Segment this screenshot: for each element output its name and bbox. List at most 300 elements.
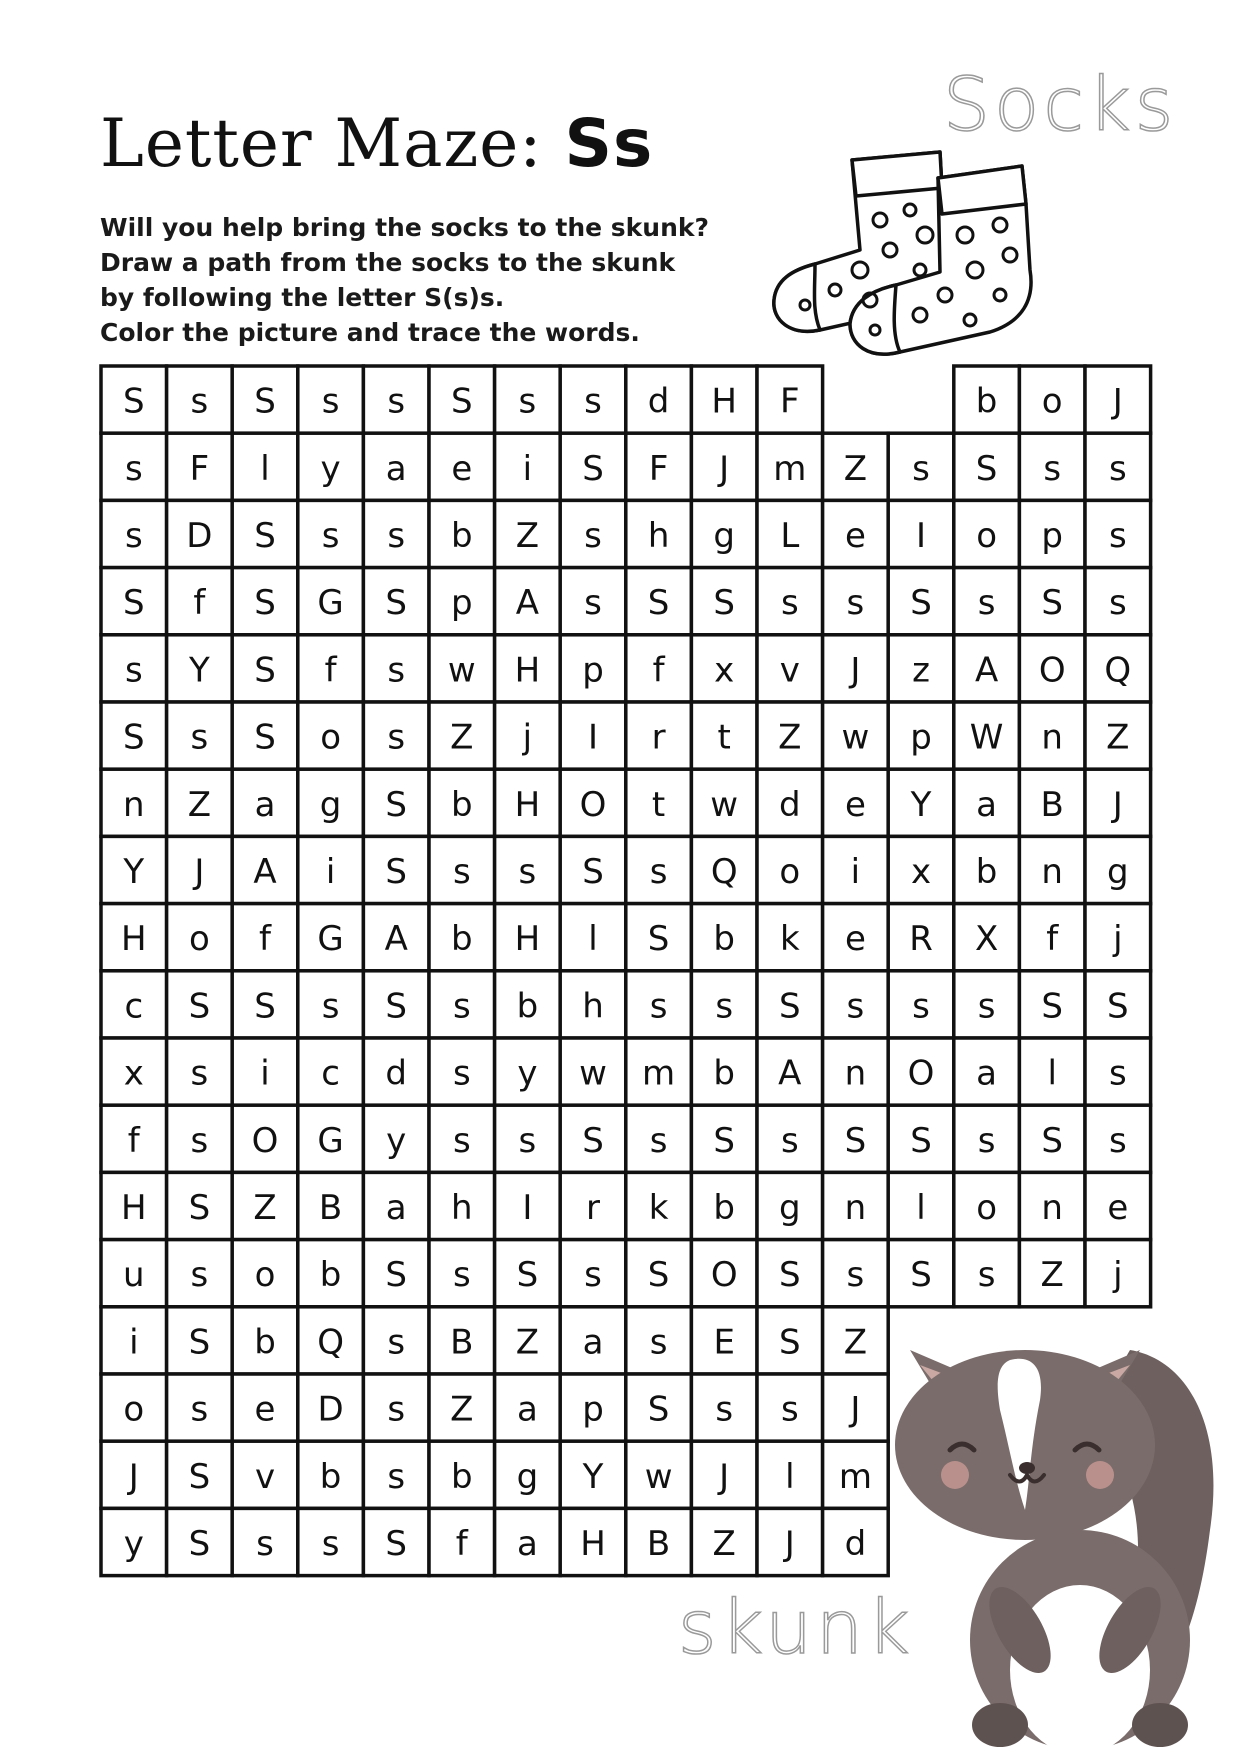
maze-letter: s bbox=[780, 1120, 799, 1161]
maze-cell bbox=[495, 635, 561, 702]
maze-letter: s bbox=[190, 1255, 209, 1296]
maze-letter: I bbox=[522, 1188, 533, 1228]
maze-letter: s bbox=[124, 448, 143, 489]
maze-cell bbox=[232, 1240, 298, 1307]
maze-letter: e bbox=[844, 784, 866, 825]
maze-letter: S bbox=[582, 852, 604, 892]
maze-cell bbox=[626, 1307, 692, 1374]
maze-cell bbox=[101, 904, 167, 971]
maze-cell bbox=[101, 366, 167, 433]
maze-cell bbox=[823, 568, 889, 635]
maze-cell bbox=[232, 500, 298, 567]
maze-letter: x bbox=[714, 650, 735, 691]
maze-letter: v bbox=[254, 1456, 276, 1497]
maze-letter: S bbox=[1107, 986, 1129, 1027]
maze-letter: J bbox=[128, 1456, 139, 1497]
maze-letter: s bbox=[124, 650, 143, 691]
instruction-line: Draw a path from the socks to the skunk bbox=[100, 248, 676, 277]
maze-letter: p bbox=[582, 650, 604, 691]
maze-letter: S bbox=[385, 986, 407, 1027]
skunk-illustration bbox=[880, 1310, 1220, 1750]
maze-letter: s bbox=[1108, 583, 1127, 624]
maze-cell bbox=[691, 433, 757, 500]
maze-cell bbox=[691, 500, 757, 567]
maze-cell bbox=[167, 702, 233, 769]
maze-cell bbox=[429, 1038, 495, 1105]
maze-letter: o bbox=[1041, 381, 1063, 422]
maze-cell bbox=[757, 568, 823, 635]
maze-letter: A bbox=[974, 650, 999, 691]
instruction-line: Color the picture and trace the words. bbox=[100, 318, 640, 347]
maze-letter: o bbox=[976, 1188, 998, 1228]
maze-letter: e bbox=[844, 919, 866, 960]
maze-letter: O bbox=[907, 1053, 935, 1094]
maze-letter: S bbox=[713, 1120, 735, 1161]
maze-cell bbox=[1085, 635, 1151, 702]
maze-letter: J bbox=[194, 852, 205, 892]
maze-letter: s bbox=[452, 852, 471, 892]
maze-letter: s bbox=[1108, 1120, 1127, 1161]
maze-cell bbox=[888, 568, 954, 635]
maze-cell bbox=[888, 1105, 954, 1172]
maze-letter: S bbox=[779, 986, 801, 1027]
maze-cell bbox=[560, 1307, 626, 1374]
maze-cell bbox=[1085, 1038, 1151, 1105]
maze-cell bbox=[363, 1374, 429, 1441]
maze-cell bbox=[167, 971, 233, 1038]
maze-letter: s bbox=[452, 1053, 471, 1094]
maze-cell bbox=[823, 1172, 889, 1239]
maze-cell bbox=[363, 433, 429, 500]
trace-word-skunk: skunk bbox=[678, 1585, 914, 1671]
maze-letter: v bbox=[779, 650, 800, 691]
maze-cell bbox=[363, 904, 429, 971]
maze-cell bbox=[232, 1508, 298, 1575]
maze-letter: W bbox=[969, 717, 1004, 758]
maze-letter: O bbox=[1038, 650, 1066, 691]
maze-letter: s bbox=[321, 1524, 340, 1564]
maze-letter: u bbox=[123, 1255, 145, 1296]
maze-letter: Z bbox=[1106, 717, 1130, 758]
maze-letter: S bbox=[647, 1255, 670, 1296]
maze-letter: Q bbox=[1104, 650, 1132, 691]
maze-cell bbox=[823, 702, 889, 769]
maze-cell bbox=[757, 702, 823, 769]
maze-letter: m bbox=[773, 448, 807, 489]
maze-cell bbox=[691, 1508, 757, 1575]
maze-letter: m bbox=[838, 1456, 872, 1497]
maze-letter: s bbox=[190, 1389, 209, 1430]
maze-letter: S bbox=[188, 1322, 211, 1363]
maze-letter: F bbox=[648, 448, 669, 489]
maze-cell bbox=[167, 433, 233, 500]
maze-cell bbox=[1085, 702, 1151, 769]
maze-letter: s bbox=[452, 986, 471, 1027]
instruction-line: Will you help bring the socks to the skunk? bbox=[100, 213, 710, 242]
maze-cell bbox=[101, 836, 167, 903]
maze-letter: Y bbox=[582, 1456, 604, 1497]
maze-cell bbox=[1085, 971, 1151, 1038]
maze-cell bbox=[1019, 1172, 1085, 1239]
maze-letter: j bbox=[1113, 919, 1123, 960]
maze-cell bbox=[167, 1508, 233, 1575]
maze-letter: s bbox=[846, 1255, 865, 1296]
maze-letter: y bbox=[517, 1053, 538, 1094]
maze-cell bbox=[1085, 836, 1151, 903]
maze-cell bbox=[757, 904, 823, 971]
maze-cell bbox=[495, 1374, 561, 1441]
maze-cell bbox=[691, 1038, 757, 1105]
maze-letter: b bbox=[451, 516, 473, 556]
maze-cell bbox=[823, 1508, 889, 1575]
maze-cell bbox=[363, 1172, 429, 1239]
maze-letter: B bbox=[318, 1188, 343, 1228]
maze-letter: H bbox=[580, 1524, 606, 1564]
maze-letter: o bbox=[779, 852, 801, 892]
maze-letter: S bbox=[123, 583, 145, 624]
maze-cell bbox=[823, 635, 889, 702]
maze-letter: S bbox=[844, 1120, 867, 1161]
maze-cell bbox=[560, 500, 626, 567]
maze-letter: A bbox=[515, 583, 540, 624]
maze-cell bbox=[1085, 1172, 1151, 1239]
maze-cell bbox=[954, 1105, 1020, 1172]
maze-cell bbox=[823, 1240, 889, 1307]
maze-letter: H bbox=[711, 381, 737, 422]
maze-cell bbox=[232, 836, 298, 903]
maze-letter: S bbox=[910, 583, 932, 624]
maze-letter: e bbox=[254, 1389, 276, 1430]
maze-cell bbox=[1019, 568, 1085, 635]
maze-cell bbox=[167, 1105, 233, 1172]
maze-cell bbox=[1085, 366, 1151, 433]
maze-letter: o bbox=[254, 1255, 276, 1296]
maze-cell bbox=[429, 1105, 495, 1172]
maze-letter: t bbox=[717, 717, 731, 758]
maze-letter: Z bbox=[450, 1389, 474, 1430]
maze-letter: b bbox=[975, 852, 998, 892]
maze-letter: s bbox=[1108, 1053, 1127, 1094]
maze-letter: s bbox=[387, 1456, 406, 1497]
maze-letter: p bbox=[1041, 516, 1063, 556]
maze-letter: s bbox=[584, 583, 602, 624]
maze-cell bbox=[1019, 635, 1085, 702]
maze-cell bbox=[954, 836, 1020, 903]
maze-cell bbox=[691, 836, 757, 903]
maze-cell bbox=[626, 1374, 692, 1441]
maze-letter: s bbox=[649, 1322, 668, 1363]
maze-cell bbox=[101, 1508, 167, 1575]
maze-cell bbox=[298, 1508, 364, 1575]
maze-letter: A bbox=[778, 1053, 802, 1094]
maze-cell bbox=[691, 568, 757, 635]
maze-cell bbox=[626, 1105, 692, 1172]
maze-cell bbox=[429, 1441, 495, 1508]
maze-cell bbox=[1085, 769, 1151, 836]
maze-letter: s bbox=[124, 516, 143, 556]
maze-letter: n bbox=[123, 784, 145, 825]
maze-cell bbox=[429, 635, 495, 702]
maze-cell bbox=[757, 1508, 823, 1575]
maze-cell bbox=[167, 769, 233, 836]
maze-cell bbox=[429, 500, 495, 567]
maze-cell bbox=[954, 971, 1020, 1038]
maze-cell bbox=[101, 433, 167, 500]
maze-cell bbox=[101, 971, 167, 1038]
maze-cell bbox=[691, 904, 757, 971]
maze-cell bbox=[560, 1240, 626, 1307]
maze-letter: Y bbox=[189, 650, 210, 691]
maze-letter: S bbox=[647, 919, 670, 960]
maze-letter: j bbox=[1113, 1255, 1123, 1296]
maze-letter: a bbox=[254, 784, 276, 825]
maze-cell bbox=[757, 1441, 823, 1508]
maze-cell bbox=[101, 702, 167, 769]
maze-cell bbox=[954, 635, 1020, 702]
maze-letter: d bbox=[647, 381, 670, 422]
maze-letter: s bbox=[780, 583, 799, 624]
maze-cell bbox=[363, 1105, 429, 1172]
maze-cell bbox=[560, 904, 626, 971]
maze-letter: j bbox=[522, 717, 533, 758]
maze-cell bbox=[823, 971, 889, 1038]
maze-cell bbox=[691, 1105, 757, 1172]
maze-letter: S bbox=[254, 650, 276, 691]
maze-cell bbox=[954, 769, 1020, 836]
maze-letter: a bbox=[516, 1389, 538, 1430]
maze-cell bbox=[363, 1240, 429, 1307]
maze-letter: s bbox=[190, 381, 209, 422]
maze-letter: S bbox=[254, 717, 276, 758]
maze-cell bbox=[757, 635, 823, 702]
maze-letter: A bbox=[253, 852, 277, 892]
maze-letter: Z bbox=[450, 717, 474, 758]
maze-letter: D bbox=[317, 1389, 344, 1430]
maze-letter: b bbox=[319, 1255, 342, 1296]
maze-letter: s bbox=[977, 986, 996, 1027]
maze-letter: Z bbox=[187, 784, 212, 825]
maze-cell bbox=[823, 904, 889, 971]
maze-letter: s bbox=[584, 381, 602, 422]
maze-cell bbox=[298, 1105, 364, 1172]
maze-letter: s bbox=[190, 1120, 209, 1161]
maze-cell bbox=[363, 366, 429, 433]
maze-cell bbox=[1019, 1240, 1085, 1307]
maze-letter: F bbox=[780, 381, 800, 422]
maze-letter: S bbox=[188, 1188, 211, 1228]
maze-cell bbox=[691, 1374, 757, 1441]
maze-cell bbox=[232, 366, 298, 433]
maze-letter: s bbox=[649, 852, 668, 892]
maze-cell bbox=[101, 1441, 167, 1508]
maze-cell bbox=[691, 1172, 757, 1239]
maze-letter: S bbox=[385, 1255, 407, 1296]
maze-letter: s bbox=[846, 986, 865, 1027]
maze-letter: b bbox=[451, 1456, 473, 1497]
maze-letter: s bbox=[387, 1322, 406, 1363]
maze-letter: p bbox=[451, 583, 473, 624]
maze-cell bbox=[495, 1105, 561, 1172]
maze-letter: O bbox=[251, 1120, 279, 1161]
maze-cell bbox=[495, 1307, 561, 1374]
maze-cell bbox=[232, 1374, 298, 1441]
maze-letter: S bbox=[188, 1456, 211, 1497]
maze-letter: S bbox=[254, 583, 276, 624]
maze-letter: k bbox=[648, 1188, 669, 1228]
maze-letter: s bbox=[387, 1389, 406, 1430]
maze-letter: n bbox=[844, 1053, 867, 1094]
maze-letter: s bbox=[452, 1120, 471, 1161]
maze-letter: S bbox=[123, 381, 145, 422]
maze-letter: b bbox=[254, 1322, 276, 1363]
maze-cell bbox=[298, 1038, 364, 1105]
maze-cell bbox=[560, 836, 626, 903]
maze-cell bbox=[888, 433, 954, 500]
maze-letter: s bbox=[715, 986, 734, 1027]
maze-letter: S bbox=[516, 1255, 539, 1296]
maze-cell bbox=[888, 769, 954, 836]
maze-cell bbox=[888, 904, 954, 971]
maze-cell bbox=[363, 1038, 429, 1105]
maze-cell bbox=[298, 366, 364, 433]
maze-cell bbox=[1085, 1240, 1151, 1307]
maze-cell bbox=[691, 1307, 757, 1374]
maze-letter: S bbox=[779, 1322, 801, 1363]
maze-cell bbox=[626, 500, 692, 567]
maze-cell bbox=[232, 433, 298, 500]
maze-letter: h bbox=[647, 516, 670, 556]
maze-cell bbox=[626, 635, 692, 702]
maze-cell bbox=[167, 500, 233, 567]
maze-cell bbox=[954, 433, 1020, 500]
maze-cell bbox=[495, 836, 561, 903]
maze-cell bbox=[823, 769, 889, 836]
maze-cell bbox=[429, 568, 495, 635]
maze-cell bbox=[167, 1172, 233, 1239]
maze-letter: s bbox=[977, 1255, 996, 1296]
maze-letter: g bbox=[713, 516, 735, 556]
maze-cell bbox=[560, 366, 626, 433]
maze-letter: s bbox=[321, 381, 340, 422]
maze-letter: s bbox=[912, 986, 930, 1027]
maze-cell bbox=[1019, 971, 1085, 1038]
maze-cell bbox=[429, 1172, 495, 1239]
maze-cell bbox=[429, 971, 495, 1038]
maze-cell bbox=[560, 702, 626, 769]
maze-letter: s bbox=[977, 583, 996, 624]
maze-letter: S bbox=[582, 1120, 604, 1161]
maze-cell bbox=[363, 568, 429, 635]
maze-cell bbox=[1085, 433, 1151, 500]
maze-cell bbox=[101, 1172, 167, 1239]
maze-letter: p bbox=[582, 1389, 604, 1430]
maze-letter: o bbox=[188, 919, 210, 960]
maze-cell bbox=[232, 635, 298, 702]
maze-cell bbox=[888, 702, 954, 769]
maze-cell bbox=[757, 1240, 823, 1307]
maze-letter: m bbox=[642, 1053, 676, 1094]
maze-letter: f bbox=[324, 650, 337, 691]
maze-letter: l bbox=[1047, 1053, 1057, 1094]
maze-cell bbox=[167, 904, 233, 971]
maze-letter: s bbox=[584, 516, 602, 556]
maze-cell bbox=[232, 702, 298, 769]
maze-letter: Z bbox=[515, 516, 540, 556]
maze-letter: S bbox=[647, 1389, 670, 1430]
maze-cell bbox=[429, 366, 495, 433]
maze-letter: S bbox=[451, 381, 473, 422]
maze-cell bbox=[298, 904, 364, 971]
maze-cell bbox=[626, 568, 692, 635]
maze-cell bbox=[560, 635, 626, 702]
maze-letter: Z bbox=[843, 448, 868, 489]
maze-letter: f bbox=[652, 650, 665, 691]
maze-cell bbox=[691, 1240, 757, 1307]
maze-cell bbox=[560, 433, 626, 500]
maze-cell bbox=[954, 568, 1020, 635]
maze-letter: r bbox=[651, 717, 666, 758]
maze-letter: a bbox=[385, 1188, 407, 1228]
maze-letter: o bbox=[976, 516, 998, 556]
maze-letter: d bbox=[779, 784, 801, 825]
maze-letter: o bbox=[320, 717, 342, 758]
maze-cell bbox=[429, 904, 495, 971]
maze-letter: l bbox=[588, 919, 598, 960]
maze-letter: b bbox=[451, 784, 473, 825]
maze-cell bbox=[101, 1038, 167, 1105]
maze-letter: l bbox=[260, 448, 270, 489]
maze-cell bbox=[167, 366, 233, 433]
maze-cell bbox=[232, 1038, 298, 1105]
maze-cell bbox=[757, 1307, 823, 1374]
maze-letter: X bbox=[974, 919, 999, 960]
maze-letter: n bbox=[1041, 1188, 1063, 1228]
maze-letter: D bbox=[186, 516, 213, 556]
maze-letter: G bbox=[317, 583, 344, 624]
maze-cell bbox=[954, 904, 1020, 971]
maze-letter: s bbox=[452, 1255, 471, 1296]
maze-letter: a bbox=[385, 448, 407, 489]
maze-letter: n bbox=[844, 1188, 867, 1228]
maze-letter: s bbox=[846, 583, 865, 624]
maze-cell bbox=[888, 1172, 954, 1239]
maze-cell bbox=[363, 1441, 429, 1508]
maze-cell bbox=[429, 1508, 495, 1575]
maze-cell bbox=[363, 635, 429, 702]
maze-cell bbox=[232, 971, 298, 1038]
maze-cell bbox=[823, 1307, 889, 1374]
maze-cell bbox=[167, 635, 233, 702]
maze-letter: b bbox=[713, 1188, 735, 1228]
maze-letter: i bbox=[260, 1053, 270, 1094]
title-main: Letter Maze: bbox=[100, 105, 565, 182]
maze-letter: J bbox=[719, 448, 730, 489]
maze-cell bbox=[691, 635, 757, 702]
maze-letter: s bbox=[518, 1120, 537, 1161]
maze-letter: e bbox=[451, 448, 473, 489]
maze-cell bbox=[560, 1374, 626, 1441]
maze-cell bbox=[363, 971, 429, 1038]
maze-cell bbox=[626, 1038, 692, 1105]
maze-cell bbox=[823, 1441, 889, 1508]
maze-letter: f bbox=[1046, 919, 1059, 960]
maze-cell bbox=[1019, 500, 1085, 567]
maze-cell bbox=[101, 500, 167, 567]
maze-letter: g bbox=[516, 1456, 539, 1497]
maze-letter: f bbox=[455, 1524, 468, 1564]
maze-cell bbox=[823, 836, 889, 903]
maze-cell bbox=[560, 769, 626, 836]
